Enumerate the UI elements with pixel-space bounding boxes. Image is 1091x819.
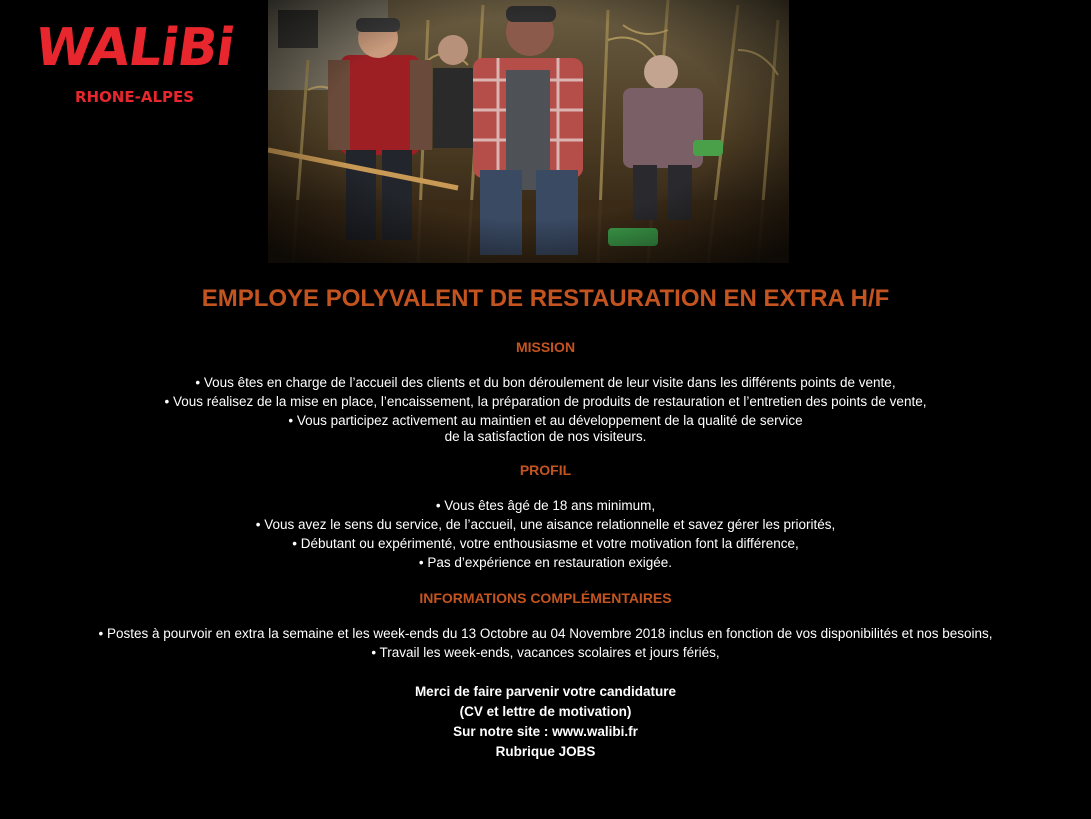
profil-list (0, 496, 1091, 572)
list-item: • Vous participez activement au maintien et au développement de la qualité de service (288, 413, 803, 428)
informations-list (0, 624, 1091, 662)
application-instructions (0, 682, 1091, 762)
profil-section (0, 461, 1091, 572)
informations-section (0, 589, 1091, 662)
closing-line: (CV et lettre de motivation) (459, 704, 632, 719)
list-item: • Vous êtes âgé de 18 ans minimum, (435, 498, 656, 513)
informations-heading: INFORMATIONS COMPLÉMENTAIRES (419, 590, 672, 606)
job-title: EMPLOYE POLYVALENT DE RESTAURATION EN EXTRA H/F (201, 285, 890, 312)
list-item: • Débutant ou expérimenté, votre enthousiasme et votre motivation font la différence, (292, 536, 799, 551)
list-item: • Travail les week-ends, vacances scolaires et jours fériés, (371, 645, 720, 660)
profil-heading: PROFIL (519, 462, 572, 478)
list-item: • Pas d’expérience en restauration exigée. (418, 555, 673, 570)
closing-line: Rubrique JOBS (495, 744, 596, 759)
logo-wordmark: WALiBi (31, 18, 238, 78)
job-posting (0, 282, 1091, 762)
list-item: • Vous êtes en charge de l’accueil des clients et du bon déroulement de leur visite dans les différents points de vente, (195, 375, 896, 390)
mission-section (0, 338, 1091, 444)
walibi-logo[interactable] (12, 14, 257, 114)
list-item-text: • Postes à pourvoir en extra la semaine et les week-ends du 13 Octobre au 04 Novembre 2018 inclus en fonction de vos disponibilités et nos besoins, (98, 626, 993, 641)
hero-photo (268, 0, 789, 263)
list-item (0, 624, 1091, 643)
list-item: de la satisfaction de nos visiteurs. (444, 429, 647, 444)
halloween-zombie-photo-icon (268, 0, 789, 263)
website-link[interactable]: Sur notre site : www.walibi.fr (453, 724, 638, 739)
closing-line: Merci de faire parvenir votre candidature (414, 684, 677, 699)
list-item: • Vous avez le sens du service, de l’accueil, une aisance relationnelle et savez gérer les priorités, (255, 517, 836, 532)
mission-list (0, 373, 1091, 444)
list-item: • Vous réalisez de la mise en place, l’encaissement, la préparation de produits de restauration et l’entretien des points de vente, (164, 394, 927, 409)
logo-subtitle: RHONE-ALPES (74, 88, 195, 106)
mission-heading: MISSION (515, 339, 576, 355)
